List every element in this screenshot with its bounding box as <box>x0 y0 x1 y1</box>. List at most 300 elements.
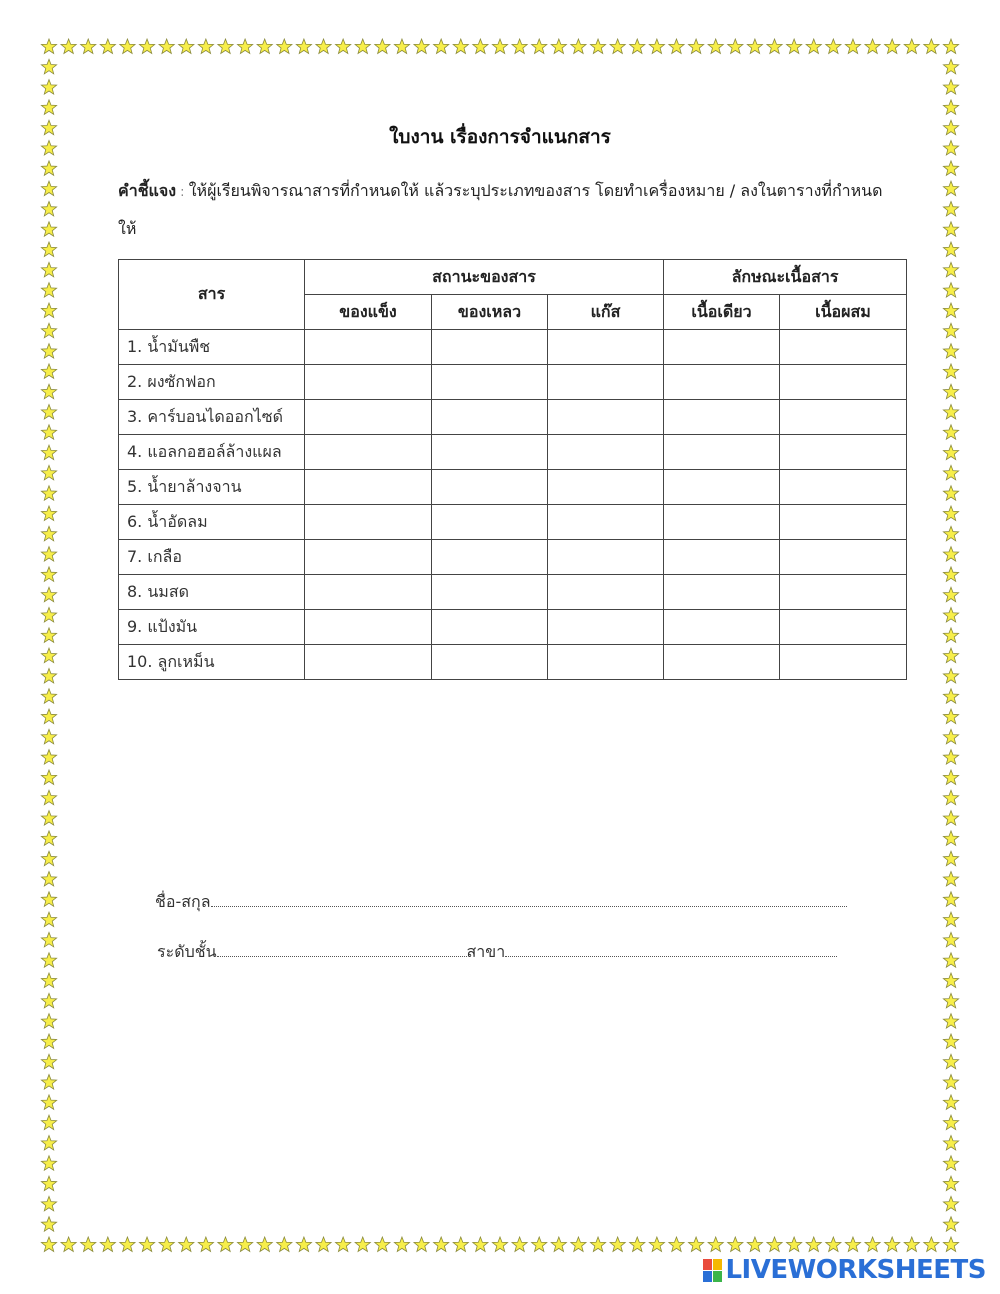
header-substance-type: ลักษณะเนื้อสาร <box>664 260 907 295</box>
star-icon <box>943 1217 958 1231</box>
table-row <box>119 505 907 540</box>
star-icon <box>120 1237 135 1251</box>
substance-name: 3. คาร์บอนไดออกไซด์ <box>119 400 305 435</box>
star-icon <box>316 1237 331 1251</box>
star-icon <box>590 1237 605 1251</box>
star-icon <box>943 567 958 581</box>
star-icon <box>81 1237 96 1251</box>
answer-cell[interactable] <box>780 505 907 540</box>
name-label: ชื่อ-สกุล <box>155 892 211 911</box>
answer-cell[interactable] <box>664 645 780 680</box>
star-icon <box>159 1237 174 1251</box>
star-icon <box>747 39 762 53</box>
star-icon <box>277 39 292 53</box>
star-icon <box>512 1237 527 1251</box>
star-icon <box>787 1237 802 1251</box>
star-icon <box>826 1237 841 1251</box>
star-icon <box>885 39 900 53</box>
star-icon <box>41 811 56 825</box>
answer-cell[interactable] <box>432 575 548 610</box>
star-icon <box>943 1095 958 1109</box>
answer-cell[interactable] <box>305 575 432 610</box>
star-icon <box>218 39 233 53</box>
star-icon <box>630 1237 645 1251</box>
star-icon <box>787 39 802 53</box>
star-icon <box>434 39 449 53</box>
answer-cell[interactable] <box>432 505 548 540</box>
star-icon <box>943 1176 958 1190</box>
answer-cell[interactable] <box>305 400 432 435</box>
star-icon <box>355 39 370 53</box>
star-icon <box>100 1237 115 1251</box>
star-icon <box>41 567 56 581</box>
star-icon <box>375 1237 390 1251</box>
star-icon <box>943 932 958 946</box>
star-icon <box>943 181 958 195</box>
substance-name: 1. น้ำมันพืช <box>119 330 305 365</box>
star-icon <box>139 1237 154 1251</box>
star-icon <box>943 526 958 540</box>
star-icon <box>669 1237 684 1251</box>
major-label: สาขา <box>466 942 506 961</box>
star-icon <box>943 953 958 967</box>
answer-cell[interactable] <box>432 330 548 365</box>
star-icon <box>806 39 821 53</box>
instructions-text: ให้ผู้เรียนพิจารณาสารที่กำหนดให้ แล้วระบุประเภทของสาร โดยทำเครื่องหมาย / ลงในตารางที่กำหนดให้ <box>118 181 883 238</box>
star-icon <box>41 689 56 703</box>
star-icon <box>41 892 56 906</box>
answer-cell[interactable] <box>664 330 780 365</box>
star-icon <box>41 323 56 337</box>
answer-cell[interactable] <box>548 435 664 470</box>
star-icon <box>41 851 56 865</box>
star-icon <box>296 1237 311 1251</box>
star-icon <box>943 404 958 418</box>
answer-cell[interactable] <box>664 365 780 400</box>
star-icon <box>943 1034 958 1048</box>
star-icon <box>218 1237 233 1251</box>
star-icon <box>943 222 958 236</box>
answer-cell[interactable] <box>548 470 664 505</box>
star-icon <box>943 750 958 764</box>
star-icon <box>943 80 958 94</box>
answer-cell[interactable] <box>780 540 907 575</box>
star-icon <box>885 1237 900 1251</box>
level-field[interactable] <box>217 942 467 957</box>
star-icon <box>41 39 56 53</box>
star-icon <box>943 425 958 439</box>
header-gas: แก๊ส <box>548 295 664 330</box>
star-icon <box>943 283 958 297</box>
answer-cell[interactable] <box>664 540 780 575</box>
answer-cell[interactable] <box>548 505 664 540</box>
star-icon <box>943 1156 958 1170</box>
star-icon <box>434 1237 449 1251</box>
instructions <box>118 173 898 247</box>
star-icon <box>943 59 958 73</box>
instructions-label: คำชี้แจง <box>118 181 177 200</box>
table-row <box>119 540 907 575</box>
star-icon <box>355 1237 370 1251</box>
star-icon <box>41 648 56 662</box>
star-icon <box>767 39 782 53</box>
star-icon <box>41 790 56 804</box>
name-line <box>155 890 847 915</box>
star-icon <box>159 39 174 53</box>
star-icon <box>375 39 390 53</box>
star-icon <box>41 709 56 723</box>
star-icon <box>943 303 958 317</box>
table-row <box>119 435 907 470</box>
header-liquid: ของเหลว <box>432 295 548 330</box>
star-icon <box>943 587 958 601</box>
star-icon <box>41 953 56 967</box>
star-icon <box>728 1237 743 1251</box>
answer-cell[interactable] <box>548 400 664 435</box>
star-icon <box>41 1014 56 1028</box>
star-icon <box>120 39 135 53</box>
star-icon <box>924 1237 939 1251</box>
star-icon <box>943 242 958 256</box>
star-icon <box>41 344 56 358</box>
star-icon <box>571 1237 586 1251</box>
star-icon <box>943 628 958 642</box>
answer-cell[interactable] <box>664 505 780 540</box>
star-icon <box>571 39 586 53</box>
star-icon <box>590 39 605 53</box>
star-icon <box>41 526 56 540</box>
answer-cell[interactable] <box>548 330 664 365</box>
star-icon <box>414 39 429 53</box>
star-icon <box>81 39 96 53</box>
star-icon <box>336 1237 351 1251</box>
star-icon <box>41 100 56 114</box>
star-icon <box>277 1237 292 1251</box>
substance-name: 4. แอลกอฮอล์ล้างแผล <box>119 435 305 470</box>
star-icon <box>865 39 880 53</box>
star-icon <box>41 486 56 500</box>
star-icon <box>943 486 958 500</box>
answer-cell[interactable] <box>432 645 548 680</box>
header-solid: ของแข็ง <box>305 295 432 330</box>
star-icon <box>41 993 56 1007</box>
logo-mark-icon <box>703 1259 722 1282</box>
star-icon <box>943 872 958 886</box>
star-icon <box>943 1135 958 1149</box>
star-icon <box>198 39 213 53</box>
star-icon <box>41 1196 56 1210</box>
star-icon <box>865 1237 880 1251</box>
star-icon <box>943 912 958 926</box>
star-icon <box>41 1115 56 1129</box>
star-icon <box>943 668 958 682</box>
star-icon <box>708 1237 723 1251</box>
star-icon <box>41 80 56 94</box>
star-icon <box>316 39 331 53</box>
star-icon <box>943 1196 958 1210</box>
star-icon <box>943 709 958 723</box>
substance-name: 2. ผงซักฟอก <box>119 365 305 400</box>
answer-cell[interactable] <box>548 540 664 575</box>
star-icon <box>512 39 527 53</box>
star-icon <box>100 39 115 53</box>
substance-name: 7. เกลือ <box>119 540 305 575</box>
star-icon <box>943 364 958 378</box>
star-icon <box>41 181 56 195</box>
star-icon <box>41 1095 56 1109</box>
answer-cell[interactable] <box>548 365 664 400</box>
star-icon <box>943 1115 958 1129</box>
star-icon <box>41 1176 56 1190</box>
answer-cell[interactable] <box>548 610 664 645</box>
star-icon <box>41 1054 56 1068</box>
star-icon <box>41 1034 56 1048</box>
table-row <box>119 470 907 505</box>
star-icon <box>767 1237 782 1251</box>
star-icon <box>41 1217 56 1231</box>
name-field[interactable] <box>211 892 847 907</box>
answer-cell[interactable] <box>780 365 907 400</box>
star-icon <box>492 1237 507 1251</box>
star-icon <box>943 729 958 743</box>
star-icon <box>943 547 958 561</box>
star-icon <box>826 39 841 53</box>
worksheet-title: ใบงาน เรื่องการจำแนกสาร <box>389 126 611 148</box>
answer-cell[interactable] <box>664 610 780 645</box>
table-header-row-1 <box>119 260 907 295</box>
answer-cell[interactable] <box>432 400 548 435</box>
answer-cell[interactable] <box>780 610 907 645</box>
star-icon <box>257 39 272 53</box>
answer-cell[interactable] <box>305 365 432 400</box>
star-icon <box>453 39 468 53</box>
star-icon <box>41 1135 56 1149</box>
star-icon <box>806 1237 821 1251</box>
star-icon <box>41 831 56 845</box>
star-icon <box>41 608 56 622</box>
answer-cell[interactable] <box>780 330 907 365</box>
star-icon <box>179 1237 194 1251</box>
star-icon <box>943 689 958 703</box>
logo-text: LIVEWORKSHEETS <box>725 1255 986 1285</box>
star-icon <box>747 1237 762 1251</box>
answer-cell[interactable] <box>548 575 664 610</box>
answer-cell[interactable] <box>780 400 907 435</box>
star-icon <box>41 201 56 215</box>
header-heterogeneous: เนื้อผสม <box>780 295 907 330</box>
header-homogeneous: เนื้อเดียว <box>664 295 780 330</box>
star-icon <box>630 39 645 53</box>
table-row <box>119 645 907 680</box>
header-substance: สาร <box>119 260 305 330</box>
classification-table <box>118 259 907 680</box>
star-icon <box>473 1237 488 1251</box>
star-icon <box>943 445 958 459</box>
star-icon <box>943 161 958 175</box>
answer-cell[interactable] <box>780 470 907 505</box>
star-icon <box>688 1237 703 1251</box>
star-icon <box>943 39 958 53</box>
star-icon <box>41 547 56 561</box>
star-icon <box>41 364 56 378</box>
star-icon <box>41 932 56 946</box>
star-icon <box>943 892 958 906</box>
star-icon <box>904 1237 919 1251</box>
star-icon <box>943 608 958 622</box>
star-icon <box>41 222 56 236</box>
table-row <box>119 610 907 645</box>
star-icon <box>61 39 76 53</box>
answer-cell[interactable] <box>305 540 432 575</box>
star-icon <box>943 262 958 276</box>
star-icon <box>41 973 56 987</box>
star-icon <box>41 303 56 317</box>
star-icon <box>943 993 958 1007</box>
star-icon <box>610 1237 625 1251</box>
substance-name: 10. ลูกเหม็น <box>119 645 305 680</box>
star-icon <box>943 1237 958 1251</box>
answer-cell[interactable] <box>664 435 780 470</box>
star-icon <box>688 39 703 53</box>
answer-cell[interactable] <box>432 540 548 575</box>
level-label: ระดับชั้น <box>157 942 217 961</box>
star-icon <box>943 811 958 825</box>
answer-cell[interactable] <box>305 435 432 470</box>
star-icon <box>41 242 56 256</box>
star-icon <box>532 39 547 53</box>
level-line <box>157 940 837 965</box>
answer-cell[interactable] <box>780 645 907 680</box>
star-icon <box>41 750 56 764</box>
star-icon <box>179 39 194 53</box>
star-icon <box>708 39 723 53</box>
star-icon <box>728 39 743 53</box>
star-icon <box>41 283 56 297</box>
star-icon <box>649 39 664 53</box>
star-icon <box>943 648 958 662</box>
answer-cell[interactable] <box>305 330 432 365</box>
star-icon <box>943 465 958 479</box>
answer-cell[interactable] <box>664 400 780 435</box>
star-icon <box>943 323 958 337</box>
star-icon <box>41 1075 56 1089</box>
star-icon <box>904 39 919 53</box>
substance-name: 6. น้ำอัดลม <box>119 505 305 540</box>
star-icon <box>41 384 56 398</box>
star-icon <box>41 872 56 886</box>
star-icon <box>41 262 56 276</box>
star-icon <box>943 344 958 358</box>
answer-cell[interactable] <box>780 435 907 470</box>
star-icon <box>610 39 625 53</box>
star-icon <box>414 1237 429 1251</box>
answer-cell[interactable] <box>305 505 432 540</box>
star-icon <box>943 831 958 845</box>
star-icon <box>336 39 351 53</box>
star-icon <box>649 1237 664 1251</box>
instructions-colon: : <box>176 185 189 200</box>
answer-cell[interactable] <box>432 610 548 645</box>
star-icon <box>394 1237 409 1251</box>
star-icon <box>551 39 566 53</box>
answer-cell[interactable] <box>432 470 548 505</box>
star-icon <box>551 1237 566 1251</box>
table-row <box>119 400 907 435</box>
answer-cell[interactable] <box>548 645 664 680</box>
answer-cell[interactable] <box>305 645 432 680</box>
star-icon <box>669 39 684 53</box>
answer-cell[interactable] <box>780 575 907 610</box>
substance-name: 8. นมสด <box>119 575 305 610</box>
star-icon <box>394 39 409 53</box>
answer-cell[interactable] <box>432 435 548 470</box>
table-row <box>119 575 907 610</box>
star-icon <box>943 1054 958 1068</box>
star-icon <box>943 506 958 520</box>
star-icon <box>943 1014 958 1028</box>
star-icon <box>943 770 958 784</box>
answer-cell[interactable] <box>664 470 780 505</box>
star-icon <box>41 1156 56 1170</box>
star-icon <box>943 1075 958 1089</box>
star-icon <box>198 1237 213 1251</box>
star-icon <box>41 404 56 418</box>
answer-cell[interactable] <box>664 575 780 610</box>
star-icon <box>845 1237 860 1251</box>
star-icon <box>257 1237 272 1251</box>
star-icon <box>41 770 56 784</box>
star-icon <box>492 39 507 53</box>
star-icon <box>296 39 311 53</box>
star-icon <box>41 729 56 743</box>
table-row <box>119 330 907 365</box>
header-state-of-matter: สถานะของสาร <box>305 260 664 295</box>
star-icon <box>41 587 56 601</box>
substance-name: 5. น้ำยาล้างจาน <box>119 470 305 505</box>
major-field[interactable] <box>505 942 837 957</box>
star-icon <box>532 1237 547 1251</box>
liveworksheets-logo <box>703 1253 986 1287</box>
star-icon <box>943 973 958 987</box>
star-icon <box>41 912 56 926</box>
table-row <box>119 365 907 400</box>
star-icon <box>61 1237 76 1251</box>
star-icon <box>453 1237 468 1251</box>
star-icon <box>924 39 939 53</box>
star-icon <box>845 39 860 53</box>
star-icon <box>41 506 56 520</box>
substance-name: 9. แป้งมัน <box>119 610 305 645</box>
answer-cell[interactable] <box>432 365 548 400</box>
star-icon <box>943 790 958 804</box>
star-icon <box>943 100 958 114</box>
star-icon <box>41 628 56 642</box>
star-icon <box>41 59 56 73</box>
star-icon <box>41 465 56 479</box>
star-icon <box>41 668 56 682</box>
star-icon <box>41 161 56 175</box>
star-icon <box>943 851 958 865</box>
star-icon <box>943 201 958 215</box>
answer-cell[interactable] <box>305 610 432 645</box>
answer-cell[interactable] <box>305 470 432 505</box>
star-icon <box>237 39 252 53</box>
star-icon <box>139 39 154 53</box>
star-icon <box>237 1237 252 1251</box>
star-icon <box>473 39 488 53</box>
star-icon <box>41 425 56 439</box>
star-icon <box>943 384 958 398</box>
